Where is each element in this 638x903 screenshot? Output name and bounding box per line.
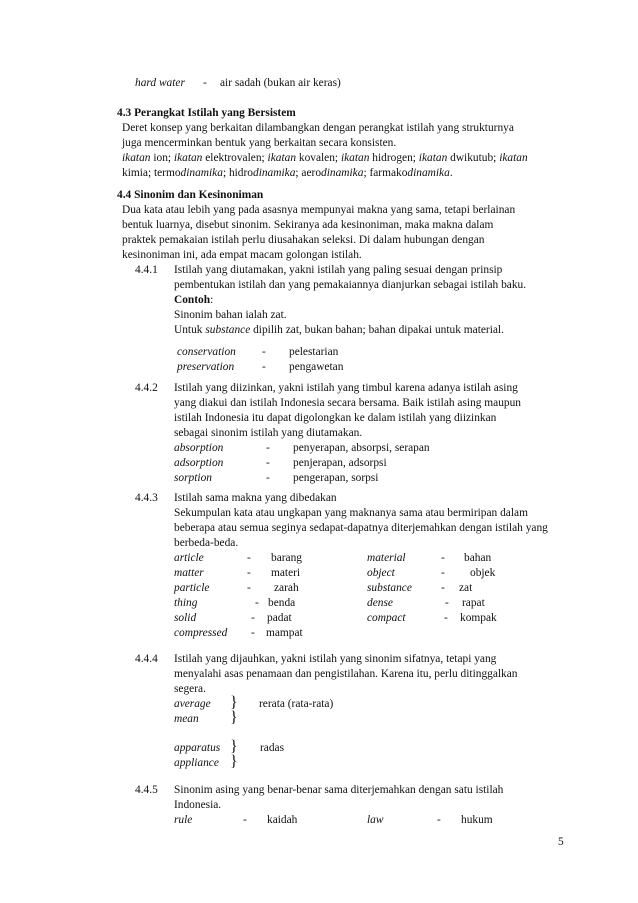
s441-line-4: Sinonim bahan ialah zat. — [174, 309, 287, 321]
s442-line-4: sebagai sinonim istilah yang diutamakan. — [174, 427, 363, 439]
s441-l5-prefix: Untuk — [174, 324, 206, 336]
s441-line-1: Istilah yang diutamakan, yakni istilah yang paling sesuai dengan prinsip — [174, 264, 503, 276]
meaning-left: zarah — [274, 582, 299, 594]
example-2-run: ; aero — [295, 167, 322, 179]
group1-brace-top: } — [230, 694, 238, 711]
s443-line-2: Sekumpulan kata atau ungkapan yang maknanya sama atau bermiripan dalam — [174, 507, 528, 519]
term-right: compact — [367, 612, 406, 624]
top-term: hard water — [135, 77, 185, 89]
s445-line-2: Indonesia. — [174, 799, 222, 811]
s443-line-3: beberapa atau semua seginya sedapat-dapatnya diterjemahkan dengan istilah yang — [174, 522, 548, 534]
s442-line-2: yang diakui dan istilah Indonesia secara bersama. Baik istilah asing maupun — [174, 397, 522, 409]
example-2-run: . — [449, 167, 453, 179]
group2-meaning: radas — [260, 742, 285, 754]
example-2-run: dinamika — [180, 167, 223, 179]
section-4-3-heading: 4.3 Perangkat Istilah yang Bersistem — [117, 107, 296, 119]
s44-line-3: praktek pemakaian istilah perlu diusahakan seleksi. Di dalam hubungan dengan — [122, 234, 485, 246]
group1-meaning: rerata (rata-rata) — [259, 698, 334, 710]
term-left: thing — [174, 597, 198, 609]
s441-contoh-label — [174, 293, 213, 307]
pair-dash: - — [266, 472, 270, 484]
group1-term-2: mean — [174, 713, 199, 725]
s43-line-1: Deret konsep yang berkaitan dilambangkan dengan perangkat istilah yang strukturnya — [122, 122, 514, 134]
term-left: particle — [174, 582, 210, 594]
meaning-right: kompak — [460, 612, 497, 624]
pair-dash: - — [266, 442, 270, 454]
term-left: rule — [174, 814, 193, 826]
term-right: object — [367, 567, 395, 579]
meaning-right: rapat — [462, 597, 485, 609]
contoh-word: Contoh — [174, 294, 211, 306]
dash-right: - — [445, 597, 449, 609]
meaning-left: kaidah — [267, 814, 298, 826]
dash-left: - — [247, 567, 251, 579]
group2-term-2: appliance — [174, 757, 219, 769]
s444-line-1: Istilah yang dijauhkan, yakni istilah yang sinonim sifatnya, tetapi yang — [174, 653, 497, 665]
example-2-run: dinamika — [253, 167, 296, 179]
top-dash: - — [203, 77, 207, 89]
term-right: dense — [367, 597, 393, 609]
example-1-run: ikatan — [267, 152, 297, 164]
group1-term-1: average — [174, 698, 211, 710]
s441-l5-term: substance — [205, 324, 251, 336]
example-1-run: ikatan — [499, 152, 528, 164]
meaning-left: padat — [267, 612, 292, 624]
pair-dash: - — [266, 457, 270, 469]
meaning-left: benda — [268, 597, 296, 609]
s441-line-2: pembentukan istilah dan yang pemakaiannya dianjurkan sebagai istilah baku. — [174, 279, 527, 291]
s442-number: 4.4.2 — [135, 382, 158, 394]
pair-term: conservation — [177, 346, 236, 358]
group2-term-1: apparatus — [174, 742, 221, 754]
dash-right: - — [441, 567, 445, 579]
term-right: material — [367, 552, 406, 564]
s444-number: 4.4.4 — [135, 653, 158, 665]
pair-meaning: pelestarian — [289, 346, 339, 358]
s443-line-1: Istilah sama makna yang dibedakan — [174, 492, 337, 504]
example-1-run: ikatan — [173, 152, 203, 164]
pair-meaning: pengerapan, sorpsi — [293, 472, 379, 484]
example-1-run: elektrovalen; — [202, 152, 268, 164]
example-1-run: kovalen; — [296, 152, 341, 164]
meaning-left: barang — [271, 552, 302, 564]
pair-term: sorption — [174, 472, 212, 484]
example-2-run: dinamika — [407, 167, 450, 179]
meaning-right: bahan — [464, 552, 492, 564]
s443-line-4: berbeda-beda. — [174, 537, 239, 549]
s444-line-3: segera. — [174, 683, 206, 695]
pair-term: absorption — [174, 442, 224, 454]
group2-brace-bottom: } — [230, 753, 238, 770]
section-4-4-heading: 4.4 Sinonim dan Kesinoniman — [117, 189, 264, 201]
dash-right: - — [441, 582, 445, 594]
s44-line-2: bentuk luarnya, disebut sinonim. Sekiranya ada kesinoniman, maka makna dalam — [122, 219, 494, 231]
term-left: compressed — [174, 627, 228, 639]
dash-right: - — [444, 612, 448, 624]
dash-left: - — [243, 814, 247, 826]
s43-line-2: juga mencerminkan bentuk yang berkaitan secara konsisten. — [122, 137, 397, 149]
meaning-right: zat — [459, 582, 473, 594]
example-2-run: dinamika — [321, 167, 364, 179]
term-left: article — [174, 552, 204, 564]
s443-number: 4.4.3 — [135, 492, 158, 504]
s442-line-1: Istilah yang diizinkan, yakni istilah yang timbul karena adanya istilah asing — [174, 382, 518, 394]
example-2-run: kimia; termo — [122, 167, 181, 179]
example-2-run: ; hidro — [222, 167, 253, 179]
s444-line-2: menyalahi asas penamaan dan pengistilahan. Karena itu, perlu ditinggalkan — [174, 668, 518, 680]
meaning-right: objek — [470, 567, 496, 579]
example-1-run: dwikutub; — [447, 152, 500, 164]
s44-line-4: kesinoniman ini, ada empat macam golongan istilah. — [122, 249, 362, 261]
example-1-run: ikatan — [418, 152, 448, 164]
term-left: solid — [174, 612, 197, 624]
dash-left: - — [251, 627, 255, 639]
example-1-run: ikatan — [122, 152, 151, 164]
dash-right: - — [437, 814, 441, 826]
example-1-run: ikatan — [340, 152, 370, 164]
s43-example-line-2 — [122, 166, 453, 180]
pair-term: adsorption — [174, 457, 224, 469]
dash-left: - — [247, 552, 251, 564]
s441-number: 4.4.1 — [135, 264, 158, 276]
pair-term: preservation — [177, 361, 235, 373]
meaning-left: mampat — [266, 627, 303, 639]
s441-l5-suffix: dipilih zat, bukan bahan; bahan dipakai untuk material. — [250, 324, 504, 336]
dash-right: - — [441, 552, 445, 564]
term-right: substance — [367, 582, 412, 594]
s445-number: 4.4.5 — [135, 784, 158, 796]
contoh-colon: : — [210, 294, 214, 306]
group1-brace-bottom: } — [230, 709, 238, 726]
group2-brace-top: } — [230, 738, 238, 755]
pair-dash: - — [262, 361, 266, 373]
s441-line-5 — [174, 323, 504, 337]
term-left: matter — [174, 567, 204, 579]
dash-left: - — [251, 612, 255, 624]
s43-example-line-1 — [122, 151, 528, 165]
pair-meaning: penyerapan, absorpsi, serapan — [293, 442, 430, 454]
s445-line-1: Sinonim asing yang benar-benar sama diterjemahkan dengan satu istilah — [174, 784, 504, 796]
dash-left: - — [255, 597, 259, 609]
term-right: law — [367, 814, 384, 826]
meaning-right: hukum — [461, 814, 493, 826]
page-number: 5 — [558, 836, 564, 848]
s442-line-3: istilah Indonesia itu dapat digolongkan ke dalam istilah yang diizinkan — [174, 412, 497, 424]
meaning-left: materi — [271, 567, 301, 579]
dash-left: - — [247, 582, 251, 594]
example-2-run: ; farmako — [363, 167, 408, 179]
example-1-run: ion; — [150, 152, 174, 164]
top-meaning: air sadah (bukan air keras) — [220, 77, 341, 89]
s44-line-1: Dua kata atau lebih yang pada asasnya mempunyai makna yang sama, tetapi berlainan — [122, 204, 516, 216]
pair-meaning: penjerapan, adsorpsi — [293, 457, 387, 469]
pair-dash: - — [262, 346, 266, 358]
example-1-run: hidrogen; — [369, 152, 419, 164]
pair-meaning: pengawetan — [289, 361, 344, 373]
